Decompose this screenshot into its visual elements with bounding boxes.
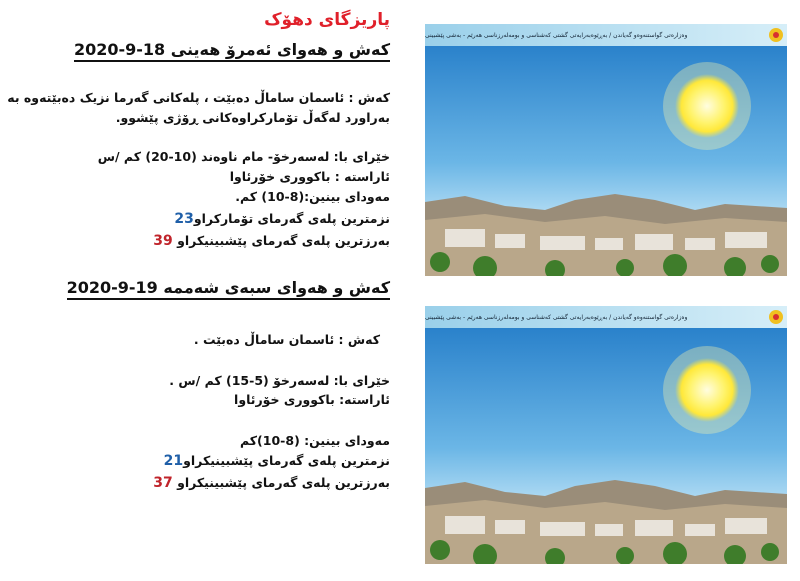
day2-direction: ئاراستە: باکووری خۆرئاوا xyxy=(234,392,390,407)
max-temp-value: 39 xyxy=(153,233,173,249)
sunny-city-illustration xyxy=(425,306,787,564)
sun-icon xyxy=(675,74,739,138)
ministry-banner xyxy=(425,306,787,328)
banner-text: وەزارەتی گواستنەوەو گەیاندن / بەڕێوەبەرایەتی گشتی کەشناسی و بومەلەرزناسی هەرێم - بەشی پێشبینی xyxy=(425,313,688,321)
day2-heading: کەش و هەوای سبەی شەممە 19-9-2020 xyxy=(67,278,390,300)
sun-icon xyxy=(675,358,739,422)
ministry-logo-icon xyxy=(767,26,785,44)
sunny-city-illustration xyxy=(425,24,787,276)
day2-visibility: مەودای بینین: (8-10)کم xyxy=(239,433,390,448)
weather-image-tomorrow xyxy=(425,306,787,564)
day1-min-temp xyxy=(174,209,390,229)
max-temp-label: بەرزترین پلەی گەرمای پێشبینیکراو xyxy=(177,475,390,490)
day1-wind: خێرای با: لەسەرخۆ- مام ناوەند (10-20) کم /س xyxy=(97,149,390,164)
banner-text: وەزارەتی گواستنەوەو گەیاندن / بەڕێوەبەرایەتی گشتی کەشناسی و بومەلەرزناسی هەرێم - بەشی پێشبینی xyxy=(425,31,688,39)
min-temp-value: 23 xyxy=(174,211,194,227)
min-temp-value: 21 xyxy=(163,453,184,469)
day1-sky-line2: بەراورد لەگەڵ تۆمارکراوەکانی ڕۆژی پێشوو. xyxy=(115,110,390,125)
day1-direction: ئاراستە : باکووری خۆرئاوا xyxy=(229,169,390,184)
min-temp-label: نزمترین پلەی گەرمای پێشبینیکراو xyxy=(183,453,390,468)
weather-image-today xyxy=(425,24,787,276)
day1-visibility: مەودای بینین:(8-10) کم. xyxy=(235,189,390,204)
ministry-logo-icon xyxy=(767,308,785,326)
max-temp-value: 37 xyxy=(153,475,173,491)
day1-heading: کەش و هەوای ئەمرۆ هەینی 18-9-2020 xyxy=(74,40,390,62)
day2-wind: خێرای با: لەسەرخۆ (5-15) کم /س . xyxy=(169,373,390,388)
day2-sky: کەش : ئاسمان ساماڵ دەبێت . xyxy=(193,332,380,347)
min-temp-label: نزمترین پلەی گەرمای تۆمارکراو xyxy=(193,211,390,226)
day2-max-temp xyxy=(153,473,390,493)
page-title: پاریزگای دهۆک xyxy=(264,10,390,30)
day1-sky-line1: کەش : ئاسمان ساماڵ دەبێت ، پلەکانی گەرما نزیک دەبێتەوە بە xyxy=(7,90,390,105)
ministry-banner xyxy=(425,24,787,46)
day1-max-temp xyxy=(153,231,390,251)
day2-min-temp xyxy=(164,451,390,471)
max-temp-label: بەرزترین پلەی گەرمای پێشبینیکراو xyxy=(177,233,390,248)
